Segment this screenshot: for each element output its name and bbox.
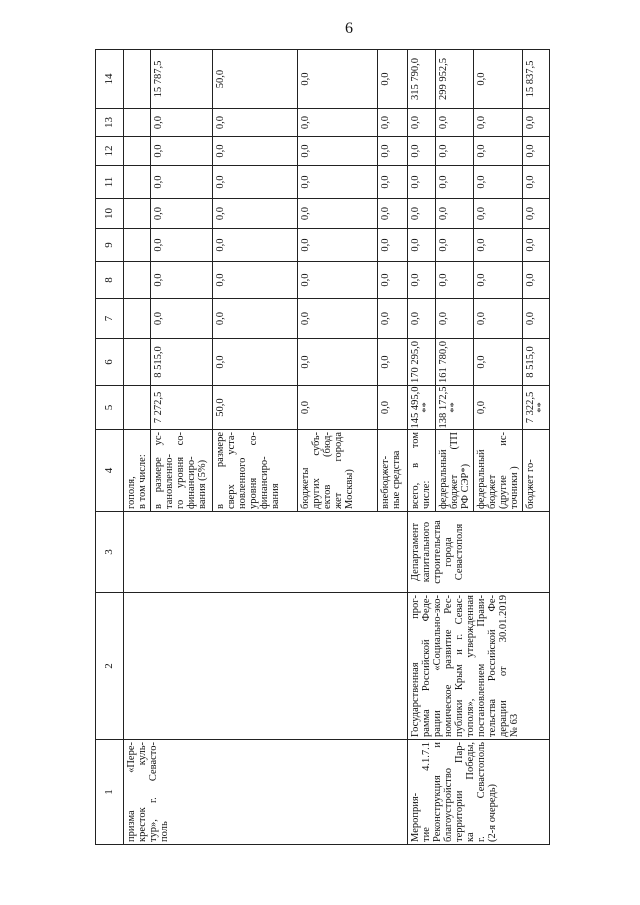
program-cell: Государственная прог- рамма Российской Феде- рации «Социально-эко- номическое развитие Рес- публики Крым и г. Севас- тополя», утвержденная постановлением Прави- тельства Российской Фе- дерации от 30.01.2019 № 63 [408, 593, 550, 740]
amount-cell: 0,0 [213, 299, 298, 339]
funding-source-cell: бюджет го- [523, 430, 550, 512]
amount-cell: 0,0 [151, 109, 213, 137]
amount-cell: 0,0 [523, 166, 550, 199]
event-cell: призма «Пере- кресток куль- тур», г. Севасто- поль [124, 740, 408, 845]
amount-cell: 0,0 [523, 109, 550, 137]
amount-cell [124, 109, 151, 137]
amount-cell: 0,0 [378, 199, 408, 229]
funding-source-cell: в размере ус- тановленно- го уровня со- финансиро- вания (5%) [151, 430, 213, 512]
funding-source-cell: федеральный бюджет (другие ис- точники ) [474, 430, 523, 512]
column-number-header: 10 [96, 199, 124, 229]
amount-cell: 0,0 [298, 299, 378, 339]
amount-cell: 0,0 [378, 166, 408, 199]
amount-cell: 0,0 [474, 262, 523, 299]
amount-cell: 0,0 [408, 229, 436, 262]
amount-cell: 0,0 [474, 229, 523, 262]
funding-source-cell: федеральный бюджет (ТП РФ СЭР*) [436, 430, 474, 512]
funding-table [95, 49, 550, 845]
amount-cell: 0,0 [436, 299, 474, 339]
amount-cell: 0,0 [213, 199, 298, 229]
amount-cell: 0,0 [436, 109, 474, 137]
event-cell: Мероприя- тие 4.1.7.1 Реконструкция и благоустройство территории Пар- ка Победы, г. Севастополь (2-я очередь) [408, 740, 550, 845]
amount-cell [124, 137, 151, 166]
amount-cell: 8 515,0 [523, 339, 550, 386]
amount-cell [124, 339, 151, 386]
amount-cell: 0,0 [151, 199, 213, 229]
amount-cell: 0,0 [474, 109, 523, 137]
amount-cell: 0,0 [298, 50, 378, 109]
column-number-header: 4 [96, 430, 124, 512]
amount-cell: 50,0 [213, 50, 298, 109]
amount-cell: 0,0 [213, 109, 298, 137]
column-number-header: 14 [96, 50, 124, 109]
amount-cell: 0,0 [151, 262, 213, 299]
column-number-header: 5 [96, 386, 124, 430]
amount-cell: 170 295,0 [408, 339, 436, 386]
amount-cell: 0,0 [523, 262, 550, 299]
funding-source-cell: гополя, в том числе: [124, 430, 151, 512]
amount-cell: 7 272,5 [151, 386, 213, 430]
table-row [124, 50, 151, 845]
amount-cell: 0,0 [378, 339, 408, 386]
amount-cell: 0,0 [151, 229, 213, 262]
amount-cell: 0,0 [474, 166, 523, 199]
amount-cell: 0,0 [408, 299, 436, 339]
column-number-header: 9 [96, 229, 124, 262]
column-number-header: 1 [96, 740, 124, 845]
amount-cell: 0,0 [523, 299, 550, 339]
amount-cell: 0,0 [408, 109, 436, 137]
funding-source-cell: всего, в том числе: [408, 430, 436, 512]
amount-cell: 7 322,5 ** [523, 386, 550, 430]
amount-cell: 0,0 [474, 137, 523, 166]
amount-cell: 0,0 [408, 262, 436, 299]
program-cell [124, 593, 408, 740]
amount-cell: 299 952,5 [436, 50, 474, 109]
amount-cell: 0,0 [298, 386, 378, 430]
amount-cell: 0,0 [436, 137, 474, 166]
column-number-header: 7 [96, 299, 124, 339]
column-number-header: 12 [96, 137, 124, 166]
executor-cell [124, 512, 408, 593]
amount-cell: 161 780,0 [436, 339, 474, 386]
amount-cell: 0,0 [408, 166, 436, 199]
amount-cell: 0,0 [436, 229, 474, 262]
amount-cell: 315 790,0 [408, 50, 436, 109]
funding-source-cell: внебюджет- ные средства [378, 430, 408, 512]
amount-cell: 50,0 [213, 386, 298, 430]
amount-cell: 138 172,5 ** [436, 386, 474, 430]
amount-cell: 0,0 [474, 50, 523, 109]
column-number-header: 2 [96, 593, 124, 740]
amount-cell [124, 262, 151, 299]
column-number-header: 11 [96, 166, 124, 199]
column-number-header: 3 [96, 512, 124, 593]
page-number: 6 [345, 20, 353, 37]
amount-cell: 0,0 [298, 229, 378, 262]
column-number-header: 6 [96, 339, 124, 386]
amount-cell: 0,0 [213, 262, 298, 299]
amount-cell [124, 166, 151, 199]
amount-cell [124, 50, 151, 109]
amount-cell: 15 837,5 [523, 50, 550, 109]
amount-cell: 0,0 [151, 137, 213, 166]
column-number-header: 8 [96, 262, 124, 299]
amount-cell: 0,0 [298, 339, 378, 386]
rotated-table-wrapper [95, 50, 545, 845]
amount-cell: 0,0 [151, 166, 213, 199]
amount-cell: 0,0 [298, 109, 378, 137]
amount-cell [124, 386, 151, 430]
amount-cell: 0,0 [378, 137, 408, 166]
table-row [408, 50, 436, 845]
header-row [96, 50, 124, 845]
amount-cell [124, 199, 151, 229]
amount-cell: 0,0 [474, 339, 523, 386]
amount-cell: 0,0 [378, 50, 408, 109]
amount-cell: 0,0 [408, 137, 436, 166]
amount-cell: 0,0 [378, 109, 408, 137]
amount-cell: 0,0 [378, 299, 408, 339]
amount-cell: 0,0 [474, 199, 523, 229]
funding-source-cell: в размере сверх уста- новленного уровня со- финансиро- вания [213, 430, 298, 512]
amount-cell: 0,0 [523, 137, 550, 166]
amount-cell: 0,0 [298, 137, 378, 166]
amount-cell: 0,0 [378, 262, 408, 299]
amount-cell: 0,0 [408, 199, 436, 229]
amount-cell: 0,0 [523, 199, 550, 229]
amount-cell: 0,0 [378, 229, 408, 262]
amount-cell: 0,0 [298, 199, 378, 229]
amount-cell: 0,0 [151, 299, 213, 339]
amount-cell: 0,0 [298, 262, 378, 299]
amount-cell [124, 299, 151, 339]
funding-source-cell: бюджеты других субъ- ектов (бюд- жет города Москвы) [298, 430, 378, 512]
amount-cell: 15 787,5 [151, 50, 213, 109]
amount-cell: 0,0 [213, 229, 298, 262]
amount-cell: 0,0 [436, 262, 474, 299]
amount-cell: 0,0 [213, 137, 298, 166]
amount-cell: 0,0 [474, 386, 523, 430]
amount-cell: 0,0 [213, 166, 298, 199]
executor-cell: Департамент капитального строительства города Севастополя [408, 512, 550, 593]
amount-cell: 8 515,0 [151, 339, 213, 386]
amount-cell: 0,0 [436, 166, 474, 199]
amount-cell: 0,0 [213, 339, 298, 386]
column-number-header: 13 [96, 109, 124, 137]
amount-cell [124, 229, 151, 262]
amount-cell: 145 495,0 ** [408, 386, 436, 430]
amount-cell: 0,0 [378, 386, 408, 430]
amount-cell: 0,0 [436, 199, 474, 229]
amount-cell: 0,0 [298, 166, 378, 199]
amount-cell: 0,0 [474, 299, 523, 339]
amount-cell: 0,0 [523, 229, 550, 262]
